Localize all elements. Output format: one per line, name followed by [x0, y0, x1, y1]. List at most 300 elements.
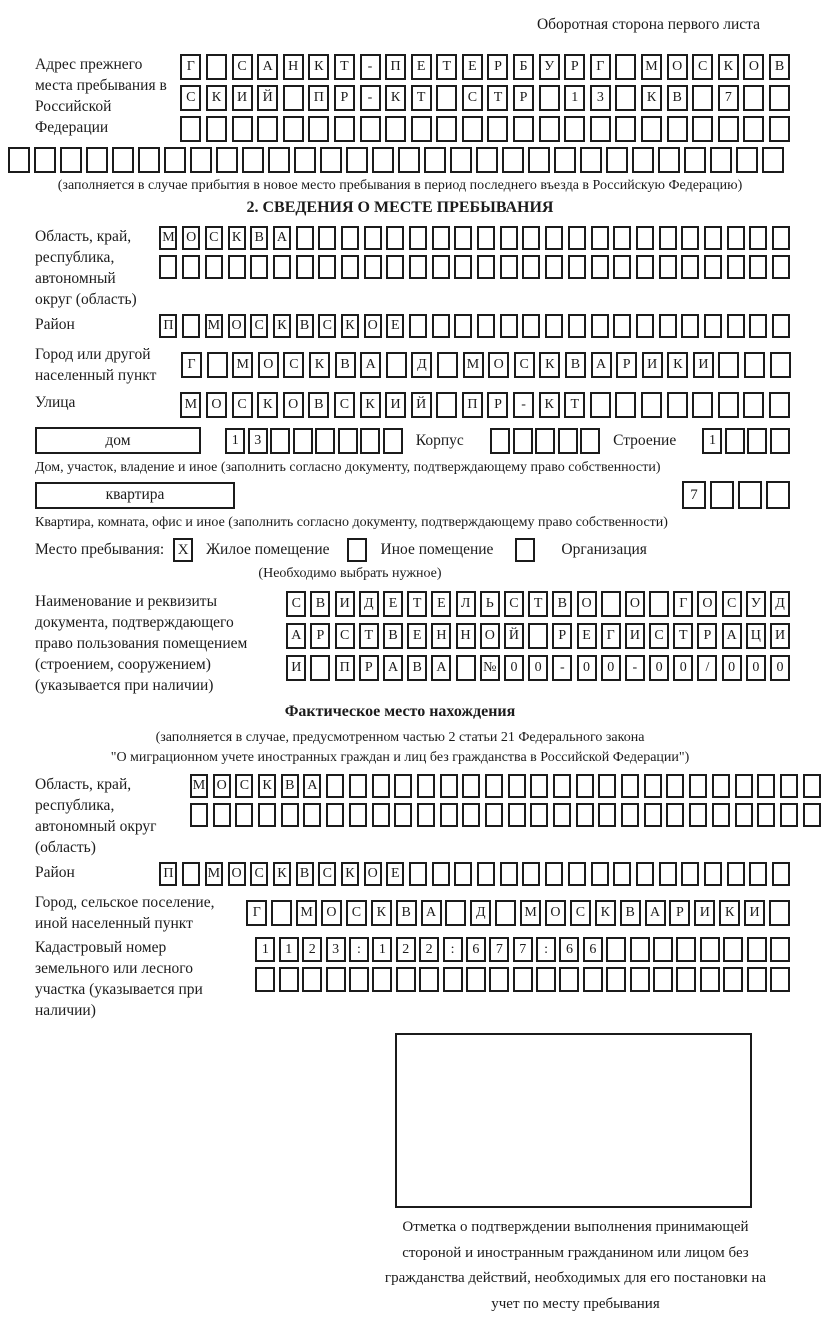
- char-box[interactable]: М: [205, 314, 223, 338]
- char-box[interactable]: [349, 967, 369, 992]
- char-box[interactable]: [60, 147, 82, 173]
- char-box[interactable]: Й: [504, 623, 524, 649]
- char-box[interactable]: [539, 85, 560, 111]
- char-box[interactable]: [502, 147, 524, 173]
- char-box[interactable]: Е: [431, 591, 451, 617]
- char-box[interactable]: С: [232, 54, 253, 80]
- char-box[interactable]: Т: [487, 85, 508, 111]
- char-box[interactable]: [606, 937, 626, 962]
- char-box[interactable]: П: [159, 314, 177, 338]
- char-box[interactable]: [749, 862, 767, 886]
- char-box[interactable]: 6: [559, 937, 579, 962]
- char-box[interactable]: [372, 147, 394, 173]
- char-box[interactable]: О: [206, 392, 227, 418]
- char-box[interactable]: К: [309, 352, 330, 378]
- char-box[interactable]: О: [213, 774, 231, 798]
- char-box[interactable]: О: [488, 352, 509, 378]
- char-box[interactable]: К: [719, 900, 740, 926]
- char-box[interactable]: [296, 255, 314, 279]
- char-box[interactable]: :: [443, 937, 463, 962]
- char-box[interactable]: [689, 803, 707, 827]
- char-box[interactable]: [545, 226, 563, 250]
- char-box[interactable]: К: [641, 85, 662, 111]
- char-box[interactable]: [417, 774, 435, 798]
- char-box[interactable]: [437, 352, 458, 378]
- char-box[interactable]: [580, 428, 600, 454]
- char-box[interactable]: [591, 226, 609, 250]
- char-box[interactable]: [704, 314, 722, 338]
- char-box[interactable]: С: [504, 591, 524, 617]
- char-box[interactable]: М: [520, 900, 541, 926]
- char-box[interactable]: Ь: [480, 591, 500, 617]
- char-box[interactable]: [436, 392, 457, 418]
- char-box[interactable]: [564, 116, 585, 142]
- char-box[interactable]: [700, 967, 720, 992]
- checkbox-zhiloe-pomeshchenie[interactable]: X: [173, 538, 193, 562]
- char-box[interactable]: [568, 314, 586, 338]
- char-box[interactable]: О: [182, 226, 200, 250]
- char-box[interactable]: [769, 900, 790, 926]
- char-box[interactable]: О: [697, 591, 717, 617]
- char-box[interactable]: С: [335, 623, 355, 649]
- char-box[interactable]: [443, 967, 463, 992]
- char-box[interactable]: [445, 900, 466, 926]
- char-box[interactable]: Д: [411, 352, 432, 378]
- char-box[interactable]: [676, 937, 696, 962]
- char-box[interactable]: [653, 967, 673, 992]
- char-box[interactable]: П: [462, 392, 483, 418]
- char-box[interactable]: [308, 116, 329, 142]
- char-box[interactable]: [780, 803, 798, 827]
- char-box[interactable]: [528, 623, 548, 649]
- char-box[interactable]: [641, 392, 662, 418]
- char-box[interactable]: 3: [326, 937, 346, 962]
- char-box[interactable]: С: [722, 591, 742, 617]
- char-box[interactable]: [522, 862, 540, 886]
- char-box[interactable]: С: [692, 54, 713, 80]
- char-box[interactable]: [772, 255, 790, 279]
- char-box[interactable]: [553, 774, 571, 798]
- char-box[interactable]: -: [360, 85, 381, 111]
- char-box[interactable]: Т: [407, 591, 427, 617]
- char-box[interactable]: Ц: [746, 623, 766, 649]
- char-box[interactable]: Т: [334, 54, 355, 80]
- char-box[interactable]: [454, 314, 472, 338]
- char-box[interactable]: [644, 803, 662, 827]
- char-box[interactable]: [772, 314, 790, 338]
- char-box[interactable]: [283, 116, 304, 142]
- char-box[interactable]: [621, 774, 639, 798]
- char-box[interactable]: [432, 255, 450, 279]
- char-box[interactable]: С: [334, 392, 355, 418]
- char-box[interactable]: [530, 803, 548, 827]
- char-box[interactable]: [621, 803, 639, 827]
- char-box[interactable]: К: [718, 54, 739, 80]
- char-box[interactable]: [213, 803, 231, 827]
- char-box[interactable]: [749, 314, 767, 338]
- char-box[interactable]: [258, 803, 276, 827]
- char-box[interactable]: С: [283, 352, 304, 378]
- char-box[interactable]: [315, 428, 335, 454]
- char-box[interactable]: С: [514, 352, 535, 378]
- char-box[interactable]: В: [620, 900, 641, 926]
- char-box[interactable]: [409, 314, 427, 338]
- char-box[interactable]: [485, 803, 503, 827]
- char-box[interactable]: [466, 967, 486, 992]
- char-box[interactable]: Е: [407, 623, 427, 649]
- char-box[interactable]: [743, 116, 764, 142]
- char-box[interactable]: [568, 226, 586, 250]
- char-box[interactable]: 7: [489, 937, 509, 962]
- char-box[interactable]: С: [318, 862, 336, 886]
- char-box[interactable]: Д: [470, 900, 491, 926]
- char-box[interactable]: Д: [770, 591, 790, 617]
- char-box[interactable]: К: [257, 392, 278, 418]
- char-box[interactable]: М: [463, 352, 484, 378]
- char-box[interactable]: И: [744, 900, 765, 926]
- char-box[interactable]: [590, 116, 611, 142]
- char-box[interactable]: [310, 655, 330, 681]
- char-box[interactable]: [770, 967, 790, 992]
- char-box[interactable]: Р: [310, 623, 330, 649]
- char-box[interactable]: А: [722, 623, 742, 649]
- char-box[interactable]: [326, 967, 346, 992]
- char-box[interactable]: [294, 147, 316, 173]
- char-box[interactable]: 1: [225, 428, 245, 454]
- char-box[interactable]: [500, 226, 518, 250]
- char-box[interactable]: [749, 226, 767, 250]
- char-box[interactable]: [580, 147, 602, 173]
- char-box[interactable]: [513, 428, 533, 454]
- char-box[interactable]: [360, 428, 380, 454]
- char-box[interactable]: [710, 147, 732, 173]
- char-box[interactable]: [232, 116, 253, 142]
- char-box[interactable]: [636, 862, 654, 886]
- char-box[interactable]: А: [286, 623, 306, 649]
- char-box[interactable]: [613, 314, 631, 338]
- char-box[interactable]: [112, 147, 134, 173]
- char-box[interactable]: [522, 255, 540, 279]
- char-box[interactable]: Т: [359, 623, 379, 649]
- char-box[interactable]: 1: [372, 937, 392, 962]
- char-box[interactable]: В: [565, 352, 586, 378]
- char-box[interactable]: [591, 314, 609, 338]
- char-box[interactable]: О: [228, 314, 246, 338]
- char-box[interactable]: М: [180, 392, 201, 418]
- char-box[interactable]: [477, 862, 495, 886]
- char-box[interactable]: [216, 147, 238, 173]
- char-box[interactable]: [743, 85, 764, 111]
- char-box[interactable]: Б: [513, 54, 534, 80]
- char-box[interactable]: Г: [590, 54, 611, 80]
- char-box[interactable]: Е: [411, 54, 432, 80]
- char-box[interactable]: [757, 803, 775, 827]
- char-box[interactable]: О: [283, 392, 304, 418]
- char-box[interactable]: [207, 352, 228, 378]
- char-box[interactable]: [615, 116, 636, 142]
- char-box[interactable]: [296, 226, 314, 250]
- char-box[interactable]: [757, 774, 775, 798]
- char-box[interactable]: [8, 147, 30, 173]
- char-box[interactable]: 1: [279, 937, 299, 962]
- char-box[interactable]: С: [649, 623, 669, 649]
- char-box[interactable]: [681, 862, 699, 886]
- char-box[interactable]: [326, 774, 344, 798]
- char-box[interactable]: [450, 147, 472, 173]
- char-box[interactable]: [545, 314, 563, 338]
- char-box[interactable]: 2: [419, 937, 439, 962]
- char-box[interactable]: В: [250, 226, 268, 250]
- char-box[interactable]: [769, 85, 790, 111]
- char-box[interactable]: В: [383, 623, 403, 649]
- char-box[interactable]: М: [296, 900, 317, 926]
- char-box[interactable]: [138, 147, 160, 173]
- char-box[interactable]: 6: [466, 937, 486, 962]
- char-box[interactable]: А: [431, 655, 451, 681]
- char-box[interactable]: [182, 314, 200, 338]
- char-box[interactable]: [270, 428, 290, 454]
- char-box[interactable]: [743, 392, 764, 418]
- char-box[interactable]: [727, 255, 745, 279]
- char-box[interactable]: [487, 116, 508, 142]
- char-box[interactable]: [803, 803, 821, 827]
- char-box[interactable]: -: [552, 655, 572, 681]
- char-box[interactable]: [727, 314, 745, 338]
- char-box[interactable]: Е: [383, 591, 403, 617]
- char-box[interactable]: П: [385, 54, 406, 80]
- char-box[interactable]: [530, 774, 548, 798]
- char-box[interactable]: [636, 314, 654, 338]
- char-box[interactable]: [770, 937, 790, 962]
- char-box[interactable]: [723, 937, 743, 962]
- char-box[interactable]: Г: [673, 591, 693, 617]
- char-box[interactable]: [341, 255, 359, 279]
- char-box[interactable]: К: [385, 85, 406, 111]
- char-box[interactable]: [462, 116, 483, 142]
- char-box[interactable]: [454, 862, 472, 886]
- char-box[interactable]: [689, 774, 707, 798]
- char-box[interactable]: [349, 803, 367, 827]
- char-box[interactable]: [386, 226, 404, 250]
- char-box[interactable]: [417, 803, 435, 827]
- char-box[interactable]: О: [545, 900, 566, 926]
- char-box[interactable]: [338, 428, 358, 454]
- char-box[interactable]: Р: [487, 392, 508, 418]
- char-box[interactable]: С: [286, 591, 306, 617]
- char-box[interactable]: [271, 900, 292, 926]
- char-box[interactable]: [684, 147, 706, 173]
- char-box[interactable]: К: [371, 900, 392, 926]
- char-box[interactable]: [436, 116, 457, 142]
- char-box[interactable]: [692, 85, 713, 111]
- char-box[interactable]: [396, 967, 416, 992]
- char-box[interactable]: [598, 803, 616, 827]
- char-box[interactable]: [477, 314, 495, 338]
- char-box[interactable]: О: [625, 591, 645, 617]
- char-box[interactable]: [495, 900, 516, 926]
- char-box[interactable]: 0: [504, 655, 524, 681]
- char-box[interactable]: [398, 147, 420, 173]
- char-box[interactable]: [769, 116, 790, 142]
- char-box[interactable]: [424, 147, 446, 173]
- char-box[interactable]: [341, 226, 359, 250]
- char-box[interactable]: К: [228, 226, 246, 250]
- char-box[interactable]: [559, 967, 579, 992]
- char-box[interactable]: С: [462, 85, 483, 111]
- char-box[interactable]: [769, 392, 790, 418]
- char-box[interactable]: О: [228, 862, 246, 886]
- char-box[interactable]: [666, 774, 684, 798]
- char-box[interactable]: С: [232, 392, 253, 418]
- char-box[interactable]: [386, 255, 404, 279]
- char-box[interactable]: [644, 774, 662, 798]
- char-box[interactable]: 1: [702, 428, 722, 454]
- char-box[interactable]: А: [360, 352, 381, 378]
- char-box[interactable]: Л: [456, 591, 476, 617]
- char-box[interactable]: К: [667, 352, 688, 378]
- char-box[interactable]: [727, 226, 745, 250]
- char-box[interactable]: [372, 774, 390, 798]
- char-box[interactable]: А: [591, 352, 612, 378]
- char-box[interactable]: А: [645, 900, 666, 926]
- char-box[interactable]: [302, 967, 322, 992]
- char-box[interactable]: [528, 147, 550, 173]
- checkbox-inoe-pomeshchenie[interactable]: [347, 538, 367, 562]
- char-box[interactable]: [346, 147, 368, 173]
- char-box[interactable]: [659, 226, 677, 250]
- char-box[interactable]: В: [310, 591, 330, 617]
- char-box[interactable]: [250, 255, 268, 279]
- char-box[interactable]: [454, 255, 472, 279]
- char-box[interactable]: Г: [601, 623, 621, 649]
- char-box[interactable]: М: [205, 862, 223, 886]
- char-box[interactable]: [710, 481, 734, 509]
- char-box[interactable]: Д: [359, 591, 379, 617]
- char-box[interactable]: [649, 591, 669, 617]
- char-box[interactable]: В: [308, 392, 329, 418]
- char-box[interactable]: [500, 255, 518, 279]
- char-box[interactable]: [632, 147, 654, 173]
- char-box[interactable]: С: [235, 774, 253, 798]
- char-box[interactable]: К: [273, 862, 291, 886]
- char-box[interactable]: [747, 937, 767, 962]
- char-box[interactable]: А: [273, 226, 291, 250]
- char-box[interactable]: [394, 774, 412, 798]
- char-box[interactable]: И: [770, 623, 790, 649]
- char-box[interactable]: [419, 967, 439, 992]
- char-box[interactable]: У: [746, 591, 766, 617]
- char-box[interactable]: К: [595, 900, 616, 926]
- char-box[interactable]: [718, 352, 739, 378]
- char-box[interactable]: [576, 774, 594, 798]
- char-box[interactable]: [293, 428, 313, 454]
- char-box[interactable]: [636, 255, 654, 279]
- char-box[interactable]: [255, 967, 275, 992]
- char-box[interactable]: [770, 428, 790, 454]
- char-box[interactable]: [409, 255, 427, 279]
- char-box[interactable]: 0: [577, 655, 597, 681]
- char-box[interactable]: [320, 147, 342, 173]
- char-box[interactable]: [725, 428, 745, 454]
- char-box[interactable]: [190, 803, 208, 827]
- char-box[interactable]: [334, 116, 355, 142]
- char-box[interactable]: [704, 255, 722, 279]
- char-box[interactable]: [590, 392, 611, 418]
- char-box[interactable]: [513, 967, 533, 992]
- char-box[interactable]: О: [577, 591, 597, 617]
- char-box[interactable]: И: [286, 655, 306, 681]
- char-box[interactable]: 1: [564, 85, 585, 111]
- char-box[interactable]: Р: [513, 85, 534, 111]
- char-box[interactable]: 0: [528, 655, 548, 681]
- char-box[interactable]: Р: [697, 623, 717, 649]
- char-box[interactable]: Р: [487, 54, 508, 80]
- char-box[interactable]: А: [421, 900, 442, 926]
- char-box[interactable]: [803, 774, 821, 798]
- char-box[interactable]: [385, 116, 406, 142]
- char-box[interactable]: В: [296, 314, 314, 338]
- char-box[interactable]: Т: [411, 85, 432, 111]
- char-box[interactable]: [749, 255, 767, 279]
- char-box[interactable]: П: [308, 85, 329, 111]
- char-box[interactable]: 7: [682, 481, 706, 509]
- char-box[interactable]: Н: [431, 623, 451, 649]
- char-box[interactable]: [545, 255, 563, 279]
- char-box[interactable]: С: [180, 85, 201, 111]
- char-box[interactable]: [190, 147, 212, 173]
- char-box[interactable]: [326, 803, 344, 827]
- char-box[interactable]: [735, 774, 753, 798]
- char-box[interactable]: Й: [411, 392, 432, 418]
- char-box[interactable]: Р: [334, 85, 355, 111]
- char-box[interactable]: [583, 967, 603, 992]
- char-box[interactable]: [372, 967, 392, 992]
- char-box[interactable]: [394, 803, 412, 827]
- char-box[interactable]: [718, 392, 739, 418]
- char-box[interactable]: И: [385, 392, 406, 418]
- char-box[interactable]: [615, 54, 636, 80]
- char-box[interactable]: О: [743, 54, 764, 80]
- char-box[interactable]: [454, 226, 472, 250]
- char-box[interactable]: №: [480, 655, 500, 681]
- char-box[interactable]: [770, 352, 791, 378]
- char-box[interactable]: 2: [396, 937, 416, 962]
- char-box[interactable]: К: [360, 392, 381, 418]
- char-box[interactable]: [485, 774, 503, 798]
- char-box[interactable]: 7: [718, 85, 739, 111]
- char-box[interactable]: Е: [462, 54, 483, 80]
- char-box[interactable]: П: [159, 862, 177, 886]
- char-box[interactable]: 3: [590, 85, 611, 111]
- char-box[interactable]: 0: [770, 655, 790, 681]
- char-box[interactable]: [692, 116, 713, 142]
- char-box[interactable]: С: [346, 900, 367, 926]
- char-box[interactable]: [268, 147, 290, 173]
- char-box[interactable]: В: [335, 352, 356, 378]
- char-box[interactable]: Т: [564, 392, 585, 418]
- char-box[interactable]: [658, 147, 680, 173]
- char-box[interactable]: Р: [616, 352, 637, 378]
- char-box[interactable]: О: [364, 862, 382, 886]
- char-box[interactable]: Т: [673, 623, 693, 649]
- checkbox-organizatsiya[interactable]: [515, 538, 535, 562]
- char-box[interactable]: А: [257, 54, 278, 80]
- char-box[interactable]: В: [769, 54, 790, 80]
- char-box[interactable]: [318, 226, 336, 250]
- char-box[interactable]: [539, 116, 560, 142]
- char-box[interactable]: [372, 803, 390, 827]
- char-box[interactable]: [386, 352, 407, 378]
